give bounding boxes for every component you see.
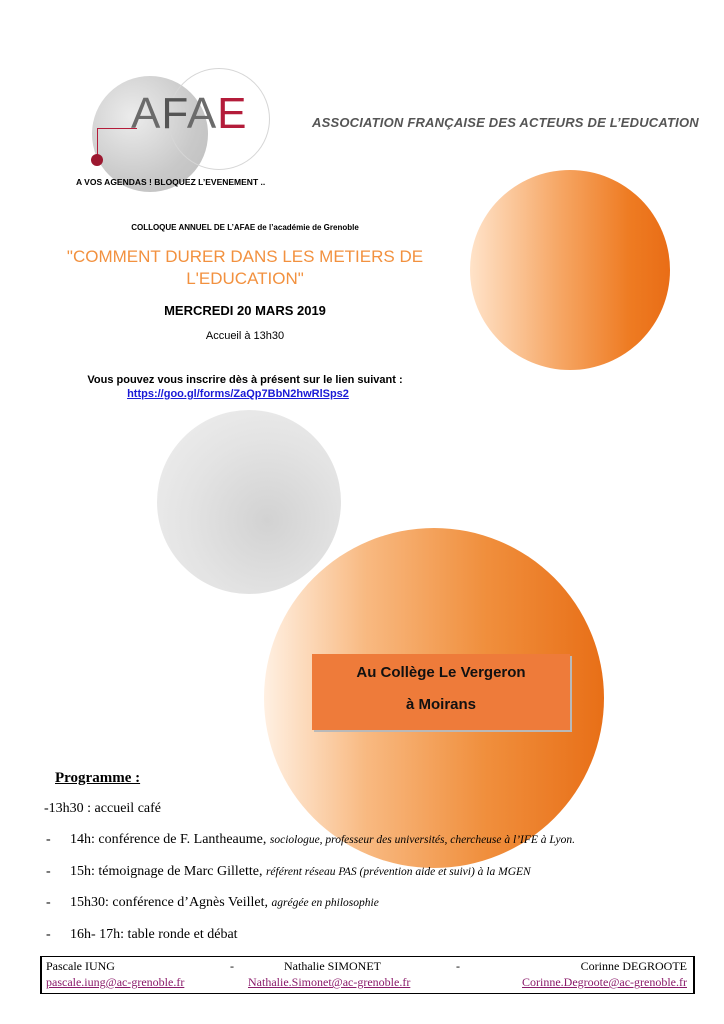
logo-letter: A bbox=[131, 89, 162, 138]
programme-item bbox=[46, 864, 531, 880]
orange-circle-decoration bbox=[470, 170, 670, 370]
event-title bbox=[40, 246, 450, 290]
contact-separator: - bbox=[456, 959, 460, 973]
programme-item-text: 14h: conférence de F. Lantheaume, bbox=[70, 832, 267, 847]
contact-footer bbox=[40, 956, 695, 994]
logo-dot bbox=[91, 154, 103, 166]
event-accueil: Accueil à 13h30 bbox=[205, 330, 285, 342]
association-name: ASSOCIATION FRANÇAISE DES ACTEURS DE L’EDUCATION bbox=[312, 115, 699, 130]
programme-item-text: 13h30 : accueil café bbox=[48, 801, 161, 816]
event-title-line: L'EDUCATION" bbox=[186, 269, 304, 288]
programme-dash: - bbox=[46, 927, 51, 942]
logo-letter: F bbox=[161, 89, 187, 138]
event-title-line: "COMMENT DURER DANS LES METIERS DE bbox=[66, 247, 424, 266]
afae-logo bbox=[131, 89, 248, 138]
programme-item bbox=[46, 927, 238, 943]
venue-name: Au Collège Le Vergeron bbox=[356, 664, 526, 681]
venue-city: à Moirans bbox=[405, 696, 477, 713]
programme-item-detail: agrégée en philosophie bbox=[271, 897, 379, 909]
event-date: MERCREDI 20 MARS 2019 bbox=[164, 303, 326, 318]
programme-dash: - bbox=[44, 801, 49, 816]
programme-item-text: 16h- 17h: table ronde et débat bbox=[70, 927, 238, 942]
programme-dash: - bbox=[46, 864, 51, 879]
programme-item bbox=[44, 801, 161, 817]
contact-email-link[interactable]: Nathalie.Simonet@ac-grenoble.fr bbox=[248, 975, 411, 989]
venue-box bbox=[312, 654, 570, 730]
programme-item bbox=[46, 895, 379, 911]
contact-email-link[interactable]: Corinne.Degroote@ac-grenoble.fr bbox=[522, 975, 687, 989]
contact-name: Nathalie SIMONET bbox=[284, 959, 381, 973]
programme-item-detail: sociologue, professeur des universités, chercheuse à l’IFE à Lyon. bbox=[269, 834, 575, 846]
programme-item bbox=[46, 832, 575, 848]
contact-email-link[interactable]: pascale.iung@ac-grenoble.fr bbox=[46, 975, 185, 989]
contact-separator: - bbox=[230, 959, 234, 973]
logo-line bbox=[97, 128, 98, 156]
logo-letter: A bbox=[186, 89, 218, 138]
colloque-line: COLLOQUE ANNUEL DE L’AFAE de l’académie de Grenoble bbox=[131, 223, 359, 232]
save-the-date: A VOS AGENDAS ! BLOQUEZ L’EVENEMENT .. bbox=[76, 177, 266, 187]
programme-title: Programme : bbox=[55, 770, 141, 786]
register-link[interactable]: https://goo.gl/forms/ZaQp7BbN2hwRlSps2 bbox=[127, 388, 349, 400]
programme-item-text: 15h: témoignage de Marc Gillette, bbox=[70, 864, 263, 879]
programme-item-text: 15h30: conférence d’Agnès Veillet, bbox=[70, 895, 269, 910]
contact-name: Pascale IUNG bbox=[46, 959, 115, 973]
programme-item-detail: référent réseau PAS (prévention aide et suivi) à la MGEN bbox=[265, 866, 531, 878]
gray-circle-decoration bbox=[157, 410, 341, 594]
programme-dash: - bbox=[46, 895, 51, 910]
logo-letter: E bbox=[217, 89, 248, 138]
programme-dash: - bbox=[46, 832, 51, 847]
contact-name: Corinne DEGROOTE bbox=[580, 959, 687, 973]
register-text: Vous pouvez vous inscrire dès à présent sur le lien suivant : bbox=[87, 374, 403, 386]
